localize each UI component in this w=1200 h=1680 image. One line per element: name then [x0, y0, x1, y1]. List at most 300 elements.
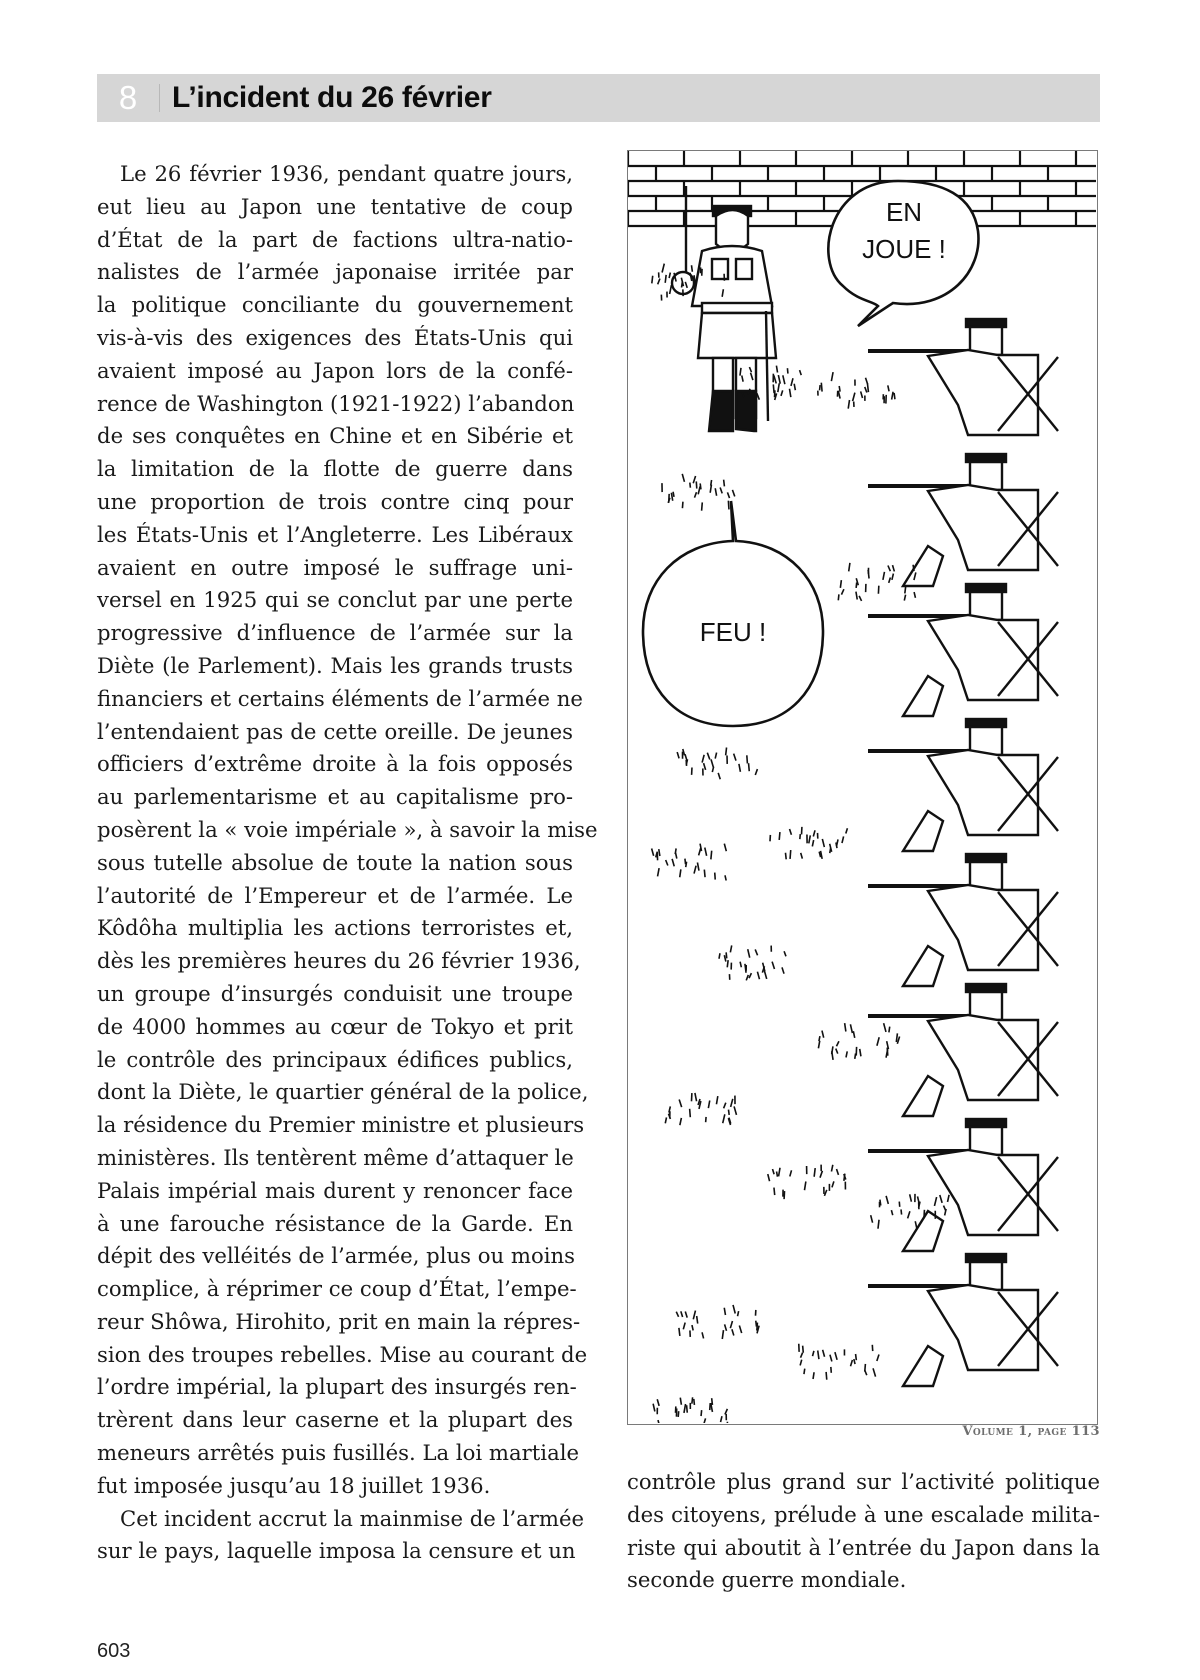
text-line: posèrent la « voie impériale », à savoir la mise — [97, 816, 598, 842]
text-line: la limitation de la flotte de guerre dans — [97, 456, 573, 482]
grass-stroke — [831, 372, 833, 381]
grass-stroke — [732, 490, 734, 497]
grass-stroke — [838, 594, 839, 600]
grass-stroke — [726, 747, 727, 755]
grass-stroke — [778, 375, 780, 384]
grass-stroke — [702, 1332, 704, 1338]
grass-stroke — [679, 1328, 680, 1336]
grass-stroke — [868, 570, 869, 579]
text-line: dépit des velléités de l’armée, plus ou moins — [97, 1243, 576, 1269]
text-line: le contrôle des principaux édifices publics, — [97, 1046, 573, 1072]
speech-bubble-en-joue — [828, 181, 978, 326]
text-line: Cet incident accrut la mainmise de l’armée — [120, 1505, 585, 1531]
grass-stroke — [739, 764, 740, 772]
text-line: la politique conciliante du gouvernement — [97, 292, 573, 318]
text-line: ministères. Ils tentèrent même d’attaquer le — [97, 1144, 574, 1170]
text-line: Palais impérial mais durent y renoncer face — [97, 1177, 573, 1203]
grass-stroke — [853, 393, 855, 401]
grass-stroke — [789, 389, 790, 397]
grass-stroke — [813, 1351, 814, 1356]
grass-stroke — [783, 375, 785, 384]
chapter-header — [97, 74, 1100, 122]
grass-stroke — [841, 589, 843, 594]
text-line: des citoyens, prélude à une escalade milita- — [627, 1501, 1100, 1527]
grass-stroke — [679, 1099, 681, 1107]
grass-stroke — [844, 1174, 845, 1181]
grass-stroke — [746, 975, 748, 980]
grass-stroke — [839, 386, 840, 392]
grass-stroke — [764, 971, 766, 979]
grass-stroke — [814, 1168, 815, 1177]
grass-stroke — [848, 400, 849, 409]
text-line: avaient en outre imposé le suffrage uni- — [97, 554, 573, 580]
chapter-title: L’incident du 26 février — [172, 81, 492, 114]
grass-stroke — [720, 488, 722, 494]
text-line: un groupe d’insurgés conduisit une troupe — [97, 980, 573, 1006]
bubble-text-en: EN — [885, 197, 923, 227]
bubble-text-feu: FEU ! — [699, 617, 767, 647]
grass-stroke — [893, 565, 895, 571]
grass-stroke — [790, 850, 791, 859]
grass-stroke — [794, 384, 795, 390]
figure-caption: Volume 1, page 113 — [962, 1424, 1100, 1439]
grass-stroke — [712, 767, 713, 772]
grass-stroke — [886, 1050, 888, 1058]
grass-stroke — [716, 1096, 717, 1104]
grass-stroke — [712, 1398, 713, 1405]
grass-stroke — [856, 592, 857, 600]
grass-stroke — [837, 839, 838, 846]
soldier-figure — [868, 719, 1058, 851]
grass-stroke — [719, 953, 720, 958]
text-line: l’entendaient pas de cette oreille. De jeunes — [97, 718, 573, 744]
grass-stroke — [711, 759, 713, 767]
grass-stroke — [701, 1410, 702, 1416]
grass-stroke — [813, 1372, 814, 1379]
grass-stroke — [749, 763, 750, 771]
grass-stroke — [801, 853, 803, 859]
grass-stroke — [913, 565, 914, 571]
grass-stroke — [755, 949, 757, 955]
grass-stroke — [790, 1170, 792, 1176]
grass-stroke — [861, 391, 863, 398]
grass-stroke — [665, 1117, 666, 1123]
grass-stroke — [778, 383, 779, 392]
speech-bubble-feu — [643, 501, 823, 726]
grass-stroke — [888, 385, 889, 391]
grass-stroke — [681, 1311, 683, 1317]
text-line: d’État de la part de factions ultra-natio- — [97, 226, 573, 252]
grass-stroke — [724, 844, 726, 852]
grass-stroke — [757, 972, 759, 980]
grass-stroke — [824, 1190, 826, 1196]
bubble-text-joue: JOUE ! — [862, 234, 946, 264]
grass-stroke — [838, 391, 840, 399]
grass-stroke — [948, 1195, 950, 1202]
grass-stroke — [867, 383, 868, 392]
grass-stroke — [727, 960, 728, 967]
grass-stroke — [740, 368, 741, 376]
grass-stroke — [826, 1372, 827, 1380]
grass-stroke — [772, 962, 774, 969]
grass-stroke — [836, 1041, 838, 1046]
grass-stroke — [666, 860, 668, 865]
grass-stroke — [680, 869, 681, 877]
text-line: contrôle plus grand sur l’activité politique — [627, 1469, 1100, 1494]
grass-stroke — [682, 474, 684, 482]
text-line: progressive d’influence de l’armée sur la — [97, 620, 573, 646]
grass-stroke — [694, 1399, 695, 1405]
grass-stroke — [704, 870, 705, 878]
text-line: fut imposée jusqu’au 18 juillet 1936. — [97, 1472, 491, 1498]
text-line: meneurs arrêtés puis fusillés. La loi martiale — [97, 1440, 580, 1466]
grass-stroke — [723, 1114, 725, 1123]
grass-stroke — [692, 1397, 693, 1403]
grass-stroke — [715, 753, 716, 759]
grass-stroke — [710, 485, 711, 493]
grass-stroke — [718, 773, 720, 779]
grass-stroke — [779, 1168, 780, 1177]
text-line: seconde guerre mondiale. — [627, 1567, 907, 1593]
text-line: dès les premières heures du 26 février 1936, — [97, 948, 581, 974]
grass-stroke — [728, 501, 729, 510]
grass-stroke — [884, 1023, 886, 1032]
grass-stroke — [804, 1369, 805, 1374]
grass-stroke — [891, 1210, 892, 1215]
grass-stroke — [739, 1326, 741, 1334]
text-line: l’ordre impérial, la plupart des insurgés ren- — [97, 1374, 577, 1400]
text-line: rence de Washington (1921-1922) l’abandon — [97, 390, 575, 416]
grass-stroke — [819, 1036, 820, 1041]
text-line: la résidence du Premier ministre et plusieurs — [97, 1112, 585, 1138]
grass-stroke — [711, 480, 712, 486]
comic-illustration — [628, 151, 1096, 1423]
grass-stroke — [700, 483, 701, 489]
text-line: une proportion de trois contre cinq pour — [97, 488, 573, 514]
grass-stroke — [694, 866, 696, 874]
grass-stroke — [877, 1354, 879, 1361]
grass-stroke — [673, 492, 674, 497]
grass-stroke — [699, 848, 701, 855]
grass-stroke — [711, 851, 712, 860]
grass-stroke — [784, 951, 786, 956]
grass-stroke — [705, 848, 707, 856]
grass-stroke — [724, 1308, 725, 1315]
grass-stroke — [803, 1346, 804, 1353]
firing-squad — [868, 319, 1058, 1386]
grass-stroke — [813, 830, 815, 836]
grass-stroke — [659, 849, 660, 856]
grass-stroke — [702, 755, 704, 763]
grass-stroke — [856, 582, 857, 587]
grass-stroke — [905, 586, 906, 593]
grass-stroke — [779, 832, 780, 840]
grass-stroke — [818, 1351, 819, 1360]
grass-stroke — [776, 366, 777, 373]
grass-stroke — [823, 1350, 825, 1357]
grass-stroke — [908, 1211, 910, 1218]
grass-stroke — [886, 1196, 888, 1204]
grass-stroke — [732, 1329, 734, 1335]
grass-stroke — [821, 383, 822, 392]
grass-stroke — [845, 1023, 846, 1031]
grass-stroke — [665, 275, 666, 283]
soldier-figure — [868, 584, 1058, 716]
grass-stroke — [840, 580, 841, 588]
text-line: sion des troupes rebelles. Mise au courant de — [97, 1341, 588, 1367]
soldier-figure — [868, 1254, 1058, 1386]
grass-stroke — [860, 1049, 861, 1056]
grass-stroke — [749, 973, 751, 978]
grass-stroke — [837, 1169, 839, 1175]
text-line: officiers d’extrême droite à la fois opposés — [97, 751, 573, 777]
grass-stroke — [896, 1033, 897, 1042]
grass-stroke — [658, 868, 660, 876]
grass-stroke — [773, 1169, 775, 1174]
text-line: avaient imposé au Japon lors de la confé- — [97, 357, 573, 383]
grass-stroke — [708, 1100, 709, 1108]
grass-stroke — [889, 1027, 890, 1033]
text-line: nalistes de l’armée japonaise irritée par — [97, 259, 573, 285]
grass-stroke — [724, 955, 726, 961]
grass-stroke — [830, 848, 831, 854]
grass-stroke — [846, 1051, 847, 1057]
grass-stroke — [690, 483, 691, 488]
text-line: complice, à réprimer ce coup d’État, l’empe- — [97, 1276, 577, 1302]
grass-stroke — [724, 1103, 726, 1109]
grass-stroke — [722, 1330, 723, 1339]
text-line: sur le pays, laquelle imposa la censure et un — [97, 1538, 576, 1564]
grass-stroke — [877, 1037, 879, 1046]
grass-stroke — [690, 1109, 691, 1117]
grass-stroke — [849, 563, 850, 571]
grass-stroke — [894, 393, 895, 399]
text-line: l’autorité de l’Empereur et de l’armée. Le — [97, 882, 573, 908]
grass-stroke — [821, 851, 823, 859]
grass-stroke — [734, 1106, 736, 1114]
text-line: reur Shôwa, Hirohito, prit en main la répres- — [97, 1308, 581, 1334]
text-line: de ses conquêtes en Chine et en Sibérie et — [97, 423, 573, 449]
grass-stroke — [892, 392, 893, 400]
right-text-column — [627, 1466, 1100, 1597]
grass-stroke — [676, 1312, 678, 1317]
grass-stroke — [910, 1194, 912, 1201]
grass-stroke — [698, 486, 700, 494]
grass-stroke — [836, 1049, 838, 1054]
grass-stroke — [800, 370, 802, 375]
grass-stroke — [695, 1093, 697, 1101]
grass-stroke — [675, 848, 676, 854]
grass-stroke — [653, 1404, 655, 1412]
grass-stroke — [790, 829, 792, 835]
grass-stroke — [774, 375, 776, 383]
grass-stroke — [669, 273, 670, 279]
grass-stroke — [782, 967, 784, 973]
grass-stroke — [830, 1355, 832, 1362]
text-line: trèrent dans leur caserne et la plupart des — [97, 1407, 573, 1433]
chapter-number: 8 — [118, 79, 138, 116]
grass-stroke — [831, 1165, 832, 1172]
grass-stroke — [725, 1409, 727, 1415]
grass-stroke — [904, 595, 905, 601]
grass-stroke — [804, 1182, 805, 1191]
grass-stroke — [822, 1031, 824, 1038]
grass-stroke — [855, 1054, 856, 1059]
grass-stroke — [724, 480, 725, 487]
grass-stroke — [697, 862, 699, 870]
grass-stroke — [865, 387, 867, 393]
text-line: de 4000 hommes au cœur de Tokyo et prit — [97, 1013, 573, 1039]
grass-stroke — [702, 502, 703, 510]
grass-stroke — [693, 1311, 695, 1320]
grass-stroke — [670, 285, 672, 294]
grass-stroke — [865, 1370, 867, 1375]
text-line: au parlementarisme et au capitalisme pro- — [97, 784, 573, 810]
grass-stroke — [940, 1195, 942, 1203]
grass-stroke — [686, 862, 687, 867]
grass-stroke — [889, 578, 891, 583]
grass-stroke — [914, 592, 915, 598]
grass-stroke — [697, 1316, 698, 1324]
grass-stroke — [777, 1171, 778, 1176]
grass-stroke — [774, 1188, 775, 1196]
grass-stroke — [873, 1368, 875, 1376]
grass-stroke — [768, 1174, 770, 1181]
grass-stroke — [818, 1041, 819, 1049]
grass-stroke — [685, 1312, 687, 1318]
soldier-figure — [868, 319, 1058, 435]
grass-stroke — [707, 753, 709, 760]
grass-stroke — [755, 769, 757, 775]
grass-stroke — [685, 859, 686, 865]
grass-stroke — [725, 1324, 727, 1330]
grass-stroke — [757, 393, 759, 399]
left-text-column — [97, 158, 598, 1568]
grass-stroke — [915, 1221, 917, 1228]
grass-stroke — [800, 1360, 802, 1366]
soldier-figure — [868, 854, 1058, 986]
grass-stroke — [738, 1311, 739, 1316]
grass-stroke — [850, 1024, 852, 1033]
grass-stroke — [677, 752, 679, 758]
grass-stroke — [680, 1398, 681, 1405]
grass-stroke — [704, 763, 706, 770]
page-number: 603 — [97, 1640, 131, 1662]
text-line: versel en 1925 qui se conclut par une perte — [97, 587, 573, 613]
grass-stroke — [726, 952, 727, 958]
grass-stroke — [859, 596, 861, 601]
grass-stroke — [883, 572, 885, 580]
grass-stroke — [892, 574, 893, 580]
grass-stroke — [851, 1360, 853, 1366]
grass-stroke — [871, 1215, 873, 1223]
grass-stroke — [856, 1354, 857, 1360]
grass-stroke — [901, 1209, 902, 1214]
officer-figure — [672, 186, 776, 431]
grass-stroke — [934, 1197, 936, 1206]
text-line: vis-à-vis des exigences des États-Unis qui — [97, 324, 573, 350]
text-line: financiers et certains éléments de l’armée ne — [97, 685, 583, 711]
grass-stroke — [773, 384, 774, 393]
grass-stroke — [822, 839, 824, 847]
text-line: dont la Diète, le quartier général de la police, — [97, 1079, 589, 1105]
grass-stroke — [691, 265, 692, 271]
grass-stroke — [672, 859, 674, 866]
grass-stroke — [682, 281, 683, 287]
grass-stroke — [878, 1220, 879, 1229]
text-line: à une farouche résistance de la Garde. En — [97, 1210, 573, 1236]
grass-stroke — [693, 476, 695, 483]
grass-stroke — [658, 279, 660, 285]
grass-stroke — [652, 848, 654, 855]
grass-stroke — [740, 962, 741, 968]
grass-stroke — [728, 1110, 729, 1115]
text-line: Le 26 février 1936, pendant quatre jours, — [120, 161, 573, 186]
grass-stroke — [781, 390, 783, 396]
grass-stroke — [820, 385, 821, 390]
text-line: les États-Unis et l’Angleterre. Les Libéraux — [97, 521, 573, 547]
grass-stroke — [853, 1031, 854, 1038]
grass-stroke — [748, 949, 750, 957]
grass-stroke — [747, 755, 748, 763]
grass-stroke — [683, 1323, 685, 1330]
grass-stroke — [842, 836, 844, 843]
grass-stroke — [684, 1404, 686, 1413]
text-line: sous tutelle absolue de toute la nation sous — [97, 849, 573, 875]
soldier-figure — [868, 984, 1058, 1116]
soldier-figure — [868, 454, 1058, 586]
grass-stroke — [704, 1418, 706, 1423]
grass-stroke — [727, 492, 729, 498]
text-line: riste qui aboutit à l’entrée du Japon dans la — [627, 1534, 1100, 1560]
grass-stroke — [692, 1325, 693, 1330]
grass-stroke — [694, 275, 695, 283]
grass-stroke — [734, 754, 736, 761]
text-line: Kôdôha multiplia les actions terroristes et, — [97, 915, 573, 941]
comic-panel — [627, 150, 1098, 1425]
grass-stroke — [791, 378, 793, 386]
grass-stroke — [652, 276, 653, 284]
grass-stroke — [715, 488, 716, 496]
grass-stroke — [730, 1321, 732, 1328]
grass-stroke — [733, 1305, 735, 1314]
grass-stroke — [809, 835, 811, 843]
grass-stroke — [846, 828, 848, 833]
grass-stroke — [694, 492, 696, 497]
text-line: eut lieu au Japon une tentative de coup — [97, 193, 573, 219]
grass-stroke — [687, 1405, 688, 1412]
grass-stroke — [866, 378, 868, 384]
grass-stroke — [731, 1099, 733, 1107]
grass-stroke — [725, 875, 726, 880]
grass-stroke — [924, 1210, 925, 1218]
grass-stroke — [820, 1171, 822, 1178]
grass-stroke — [671, 493, 672, 501]
header-divider — [159, 84, 160, 112]
grass-stroke — [721, 1416, 722, 1422]
grass-stroke — [756, 1321, 757, 1327]
grass-stroke — [658, 1420, 660, 1423]
grass-stroke — [662, 264, 664, 273]
grass-stroke — [657, 1399, 659, 1406]
grass-stroke — [680, 1118, 682, 1125]
grass-stroke — [785, 853, 786, 860]
grass-stroke — [801, 1353, 803, 1358]
grass-stroke — [888, 566, 890, 572]
grass-stroke — [832, 1181, 834, 1187]
grass-stroke — [812, 840, 813, 846]
grass-stroke — [835, 1352, 837, 1360]
